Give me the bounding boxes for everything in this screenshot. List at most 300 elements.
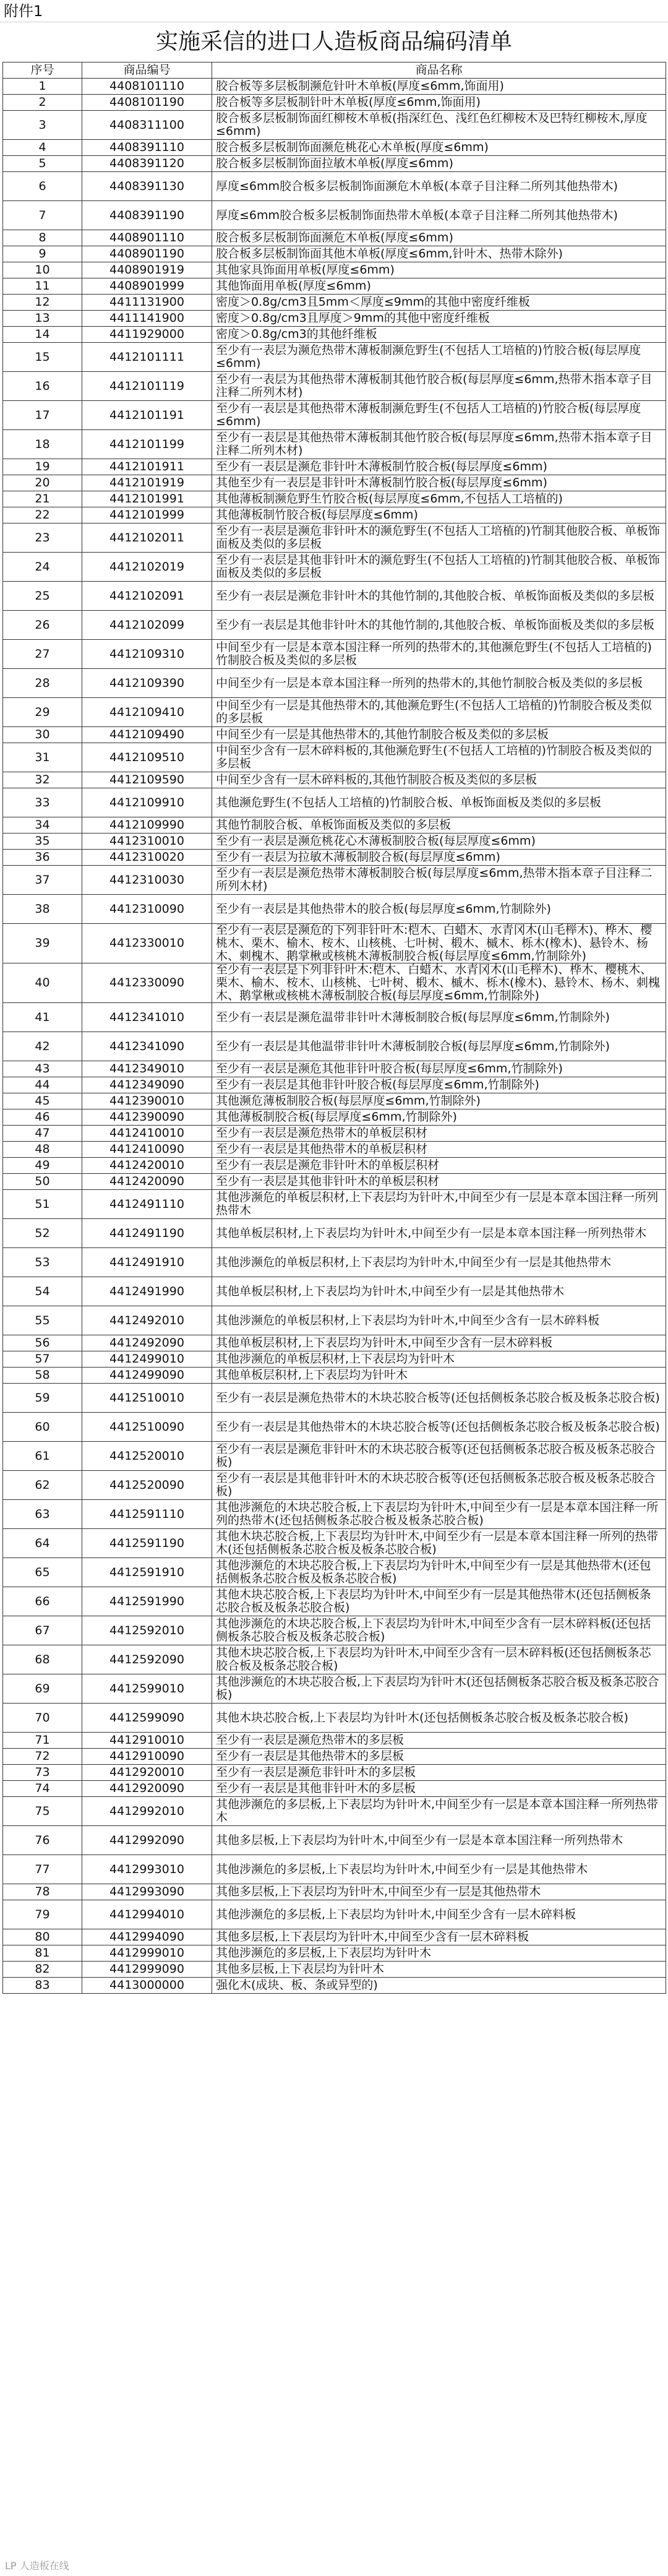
row-number: 83 — [3, 1978, 82, 1994]
product-name: 其他单板层积材,上下表层均为针叶木,中间至少含有一层木碎料板 — [212, 1335, 666, 1351]
table-row — [3, 1765, 666, 1781]
product-name: 至少有一表层是濒危热带木的木块芯胶合板等(还包括侧板条芯胶合板及板条芯胶合板) — [212, 1384, 666, 1413]
table-row — [3, 1442, 666, 1471]
row-number: 43 — [3, 1061, 82, 1077]
product-name: 其他木块芯胶合板,上下表层均为针叶木,中间至少含有一层木碎料板(还包括侧板条芯胶合板及板条芯胶合板) — [212, 1645, 666, 1674]
hs-code: 4412992010 — [82, 1797, 212, 1826]
table-row — [3, 1704, 666, 1733]
hs-code: 4408901999 — [82, 278, 212, 295]
table-row — [3, 1674, 666, 1704]
hs-code: 4412992090 — [82, 1826, 212, 1855]
product-name: 其他涉濒危的木块芯胶合板,上下表层均为针叶木,中间至少有一层是其他热带木(还包括侧板条芯胶合板及板条芯胶合板) — [212, 1558, 666, 1587]
hs-code: 4412492090 — [82, 1335, 212, 1351]
product-name: 中间至少有一层是本章本国注释一所列的热带木的,其他竹制胶合板及类似的多层板 — [212, 669, 666, 698]
table-row — [3, 262, 666, 278]
hs-code: 4412101119 — [82, 372, 212, 401]
hs-code: 4412109510 — [82, 743, 212, 772]
row-number: 81 — [3, 1945, 82, 1962]
table-row — [3, 156, 666, 172]
hs-code: 4412341010 — [82, 1003, 212, 1032]
table-row — [3, 1587, 666, 1616]
table-row — [3, 1306, 666, 1335]
table-row — [3, 79, 666, 95]
table-row — [3, 1413, 666, 1442]
product-name: 至少有一表层是其他非针叶胶合板(每层厚度≤6mm,竹制除外) — [212, 1077, 666, 1093]
product-name: 至少有一表层为濒危热带木薄板制濒危野生(不包括人工培植的)竹胶合板(每层厚度≤6mm) — [212, 343, 666, 372]
product-name: 至少有一表层是其他热带木的多层板 — [212, 1749, 666, 1765]
header-code: 商品编号 — [82, 62, 212, 79]
table-row — [3, 850, 666, 866]
row-number: 75 — [3, 1797, 82, 1826]
product-name: 其他薄板制胶合板(每层厚度≤6mm,竹制除外) — [212, 1109, 666, 1126]
hs-code: 4412420010 — [82, 1158, 212, 1174]
header-name: 商品名称 — [212, 62, 666, 79]
table-row — [3, 327, 666, 343]
product-name: 厚度≤6mm胶合板多层板制饰面热带木单板(本章子目注释二所列其他热带木) — [212, 201, 666, 230]
hs-code: 4412993090 — [82, 1884, 212, 1900]
product-name: 密度＞0.8g/cm3且5mm＜厚度≤9mm的其他中密度纤维板 — [212, 295, 666, 311]
hs-code: 4408391130 — [82, 172, 212, 201]
row-number: 60 — [3, 1413, 82, 1442]
table-row — [3, 611, 666, 640]
hs-code: 4412102091 — [82, 582, 212, 611]
table-row — [3, 278, 666, 295]
table-row — [3, 866, 666, 895]
row-number: 49 — [3, 1158, 82, 1174]
product-name: 胶合板多层板制饰面红柳桉木单板(指深红色、浅红色红柳桉木及巴特红柳桉木,厚度≤6mm) — [212, 111, 666, 140]
hs-code: 4412999010 — [82, 1945, 212, 1962]
row-number: 19 — [3, 459, 82, 475]
row-number: 14 — [3, 327, 82, 343]
hs-code: 4408901110 — [82, 230, 212, 246]
table-row — [3, 743, 666, 772]
product-name: 其他多层板,上下表层均为针叶木,中间至少有一层是本章本国注释一所列热带木 — [212, 1826, 666, 1855]
hs-code: 4412491910 — [82, 1248, 212, 1277]
hs-code: 4412520010 — [82, 1442, 212, 1471]
row-number: 18 — [3, 430, 82, 459]
row-number: 21 — [3, 491, 82, 507]
row-number: 69 — [3, 1674, 82, 1704]
hs-code: 4412109390 — [82, 669, 212, 698]
product-name: 至少有一表层是濒危热带木薄板制胶合板(每层厚度≤6mm,热带木指本章子目注释二所列木材) — [212, 866, 666, 895]
product-name: 其他单板层积材,上下表层均为针叶木 — [212, 1368, 666, 1384]
table-row — [3, 1529, 666, 1558]
row-number: 54 — [3, 1277, 82, 1306]
hs-code: 4412920010 — [82, 1765, 212, 1781]
hs-code: 4412101199 — [82, 430, 212, 459]
product-name: 至少有一表层是濒危非针叶木的单板层积材 — [212, 1158, 666, 1174]
hs-code: 4408391190 — [82, 201, 212, 230]
hs-code: 4412109910 — [82, 788, 212, 817]
product-name: 其他至少有一表层是非针叶木薄板制竹胶合板(每层厚度≤6mm) — [212, 475, 666, 491]
product-name: 至少有一表层是濒危非针叶木的多层板 — [212, 1765, 666, 1781]
hs-code: 4412999090 — [82, 1962, 212, 1978]
row-number: 5 — [3, 156, 82, 172]
table-row — [3, 1126, 666, 1142]
table-row — [3, 1884, 666, 1900]
hs-code: 4411131900 — [82, 295, 212, 311]
row-number: 73 — [3, 1765, 82, 1781]
page-title: 实施采信的进口人造板商品编码清单 — [155, 29, 512, 54]
product-name: 至少有一表层是其他非针叶木的濒危野生(不包括人工培植的)竹制其他胶合板、单板饰面板及类似的多层板 — [212, 553, 666, 582]
row-number: 2 — [3, 95, 82, 111]
hs-code: 4412390010 — [82, 1093, 212, 1109]
hs-code: 4408901190 — [82, 246, 212, 262]
table-row — [3, 1945, 666, 1962]
row-number: 12 — [3, 295, 82, 311]
product-name: 其他木块芯胶合板,上下表层均为针叶木,中间至少有一层是本章本国注释一所列的热带木(还包括侧板条芯胶合板及板条芯胶合板) — [212, 1529, 666, 1558]
product-name: 其他涉濒危的多层板,上下表层均为针叶木,中间至少含有一层木碎料板 — [212, 1900, 666, 1929]
product-name: 至少有一表层是濒危其他非针叶胶合板(每层厚度≤6mm,竹制除外) — [212, 1061, 666, 1077]
table-row — [3, 246, 666, 262]
row-number: 28 — [3, 669, 82, 698]
row-number: 24 — [3, 553, 82, 582]
hs-code: 4408901919 — [82, 262, 212, 278]
product-name: 其他涉濒危的木块芯胶合板,上下表层均为针叶木,中间至少含有一层木碎料板(还包括侧板条芯胶合板及板条芯胶合板) — [212, 1616, 666, 1645]
product-name: 至少有一表层是其他热带木的单板层积材 — [212, 1142, 666, 1158]
row-number: 44 — [3, 1077, 82, 1093]
hs-code: 4412109990 — [82, 817, 212, 834]
table-row — [3, 1384, 666, 1413]
row-number: 15 — [3, 343, 82, 372]
product-name: 密度＞0.8g/cm3的其他纤维板 — [212, 327, 666, 343]
row-number: 10 — [3, 262, 82, 278]
row-number: 37 — [3, 866, 82, 895]
row-number: 31 — [3, 743, 82, 772]
table-row — [3, 140, 666, 156]
row-number: 63 — [3, 1500, 82, 1529]
row-number: 77 — [3, 1855, 82, 1884]
row-number: 39 — [3, 924, 82, 963]
product-name: 其他涉濒危的单板层积材,上下表层均为针叶木,中间至少有一层是其他热带木 — [212, 1248, 666, 1277]
table-row — [3, 1616, 666, 1645]
hs-code: 4412591910 — [82, 1558, 212, 1587]
table-row — [3, 1558, 666, 1587]
hs-code: 4412994090 — [82, 1929, 212, 1945]
product-name: 其他木块芯胶合板,上下表层均为针叶木(还包括侧板条芯胶合板及板条芯胶合板) — [212, 1704, 666, 1733]
row-number: 41 — [3, 1003, 82, 1032]
hs-code: 4412310030 — [82, 866, 212, 895]
hs-code: 4412101991 — [82, 491, 212, 507]
product-name: 至少有一表层是其他温带非针叶木薄板制胶合板(每层厚度≤6mm,竹制除外) — [212, 1032, 666, 1061]
row-number: 40 — [3, 963, 82, 1003]
row-number: 33 — [3, 788, 82, 817]
hs-code: 4412599090 — [82, 1704, 212, 1733]
table-row — [3, 1978, 666, 1994]
product-name: 其他多层板,上下表层均为针叶木,中间至少含有一层木碎料板 — [212, 1929, 666, 1945]
hs-code: 4412499090 — [82, 1368, 212, 1384]
table-row — [3, 669, 666, 698]
table-row — [3, 1077, 666, 1093]
table-row — [3, 1142, 666, 1158]
hs-code: 4412101999 — [82, 507, 212, 523]
hs-code: 4412994010 — [82, 1900, 212, 1929]
hs-code: 4412591190 — [82, 1529, 212, 1558]
table-row — [3, 295, 666, 311]
row-number: 4 — [3, 140, 82, 156]
hs-code: 4412102019 — [82, 553, 212, 582]
row-number: 65 — [3, 1558, 82, 1587]
table-row — [3, 1826, 666, 1855]
table-row — [3, 523, 666, 553]
product-name: 胶合板多层板制饰面拉敏木单板(厚度≤6mm) — [212, 156, 666, 172]
table-row — [3, 1645, 666, 1674]
hs-code: 4412592010 — [82, 1616, 212, 1645]
product-name: 至少有一表层为其他热带木薄板制其他竹胶合板(每层厚度≤6mm,热带木指本章子目注释二所列木材) — [212, 372, 666, 401]
product-name: 其他多层板,上下表层均为针叶木 — [212, 1962, 666, 1978]
product-name: 其他濒危野生(不包括人工培植的)竹制胶合板、单板饰面板及类似的多层板 — [212, 788, 666, 817]
hs-code: 4408391120 — [82, 156, 212, 172]
row-number: 42 — [3, 1032, 82, 1061]
table-header-row — [3, 62, 666, 79]
row-number: 61 — [3, 1442, 82, 1471]
table-row — [3, 459, 666, 475]
table-row — [3, 1061, 666, 1077]
table-row — [3, 582, 666, 611]
table-row — [3, 1781, 666, 1797]
product-name: 胶合板多层板制饰面濒危木单板(厚度≤6mm) — [212, 230, 666, 246]
hs-code: 4412101111 — [82, 343, 212, 372]
table-row — [3, 1174, 666, 1190]
product-name: 其他竹制胶合板、单板饰面板及类似的多层板 — [212, 817, 666, 834]
row-number: 16 — [3, 372, 82, 401]
row-number: 52 — [3, 1219, 82, 1248]
hs-code: 4408391110 — [82, 140, 212, 156]
table-row — [3, 1855, 666, 1884]
hs-code: 4412349010 — [82, 1061, 212, 1077]
product-name: 胶合板多层板制饰面其他木单板(厚度≤6mm,针叶木、热带木除外) — [212, 246, 666, 262]
row-number: 67 — [3, 1616, 82, 1645]
product-name: 其他薄板制濒危野生竹胶合板(每层厚度≤6mm,不包括人工培植的) — [212, 491, 666, 507]
table-row — [3, 834, 666, 850]
product-name: 至少有一表层是濒危非针叶木薄板制竹胶合板(每层厚度≤6mm) — [212, 459, 666, 475]
row-number: 64 — [3, 1529, 82, 1558]
product-name: 强化木(成块、板、条或异型的) — [212, 1978, 666, 1994]
product-name: 胶合板多层板制饰面濒危桃花心木单板(厚度≤6mm) — [212, 140, 666, 156]
hs-code: 4412592090 — [82, 1645, 212, 1674]
hs-code: 4408101110 — [82, 79, 212, 95]
table-row — [3, 1109, 666, 1126]
row-number: 53 — [3, 1248, 82, 1277]
table-row — [3, 772, 666, 788]
hs-code: 4412101191 — [82, 401, 212, 430]
product-name: 其他涉濒危的木块芯胶合板,上下表层均为针叶木(还包括侧板条芯胶合板及板条芯胶合板) — [212, 1674, 666, 1704]
hs-code: 4412993010 — [82, 1855, 212, 1884]
row-number: 51 — [3, 1190, 82, 1219]
product-name: 至少有一表层是下列非针叶木:桤木、白蜡木、水青冈木(山毛榉木)、桦木、樱桃木、栗木、榆木、桉木、山核桃、七叶树、椴木、槭木、栎木(橡木)、悬铃木、杨木、刺槐木、鹅掌楸或核桃木薄板制胶合板(每层厚度≤6mm,竹制除外) — [212, 963, 666, 1003]
product-name: 至少有一表层是濒危的下列非针叶木:桤木、白蜡木、水青冈木(山毛榉木)、桦木、樱桃木、栗木、榆木、桉木、山核桃、七叶树、椴木、槭木、栎木(橡木)、悬铃木、杨木、刺槐木、鹅掌楸或核桃木薄板制胶合板(每层厚度≤6mm,竹制除外) — [212, 924, 666, 963]
hs-code-table — [2, 62, 666, 1994]
product-name: 至少有一表层是其他热带木的胶合板(每层厚度≤6mm,竹制除外) — [212, 895, 666, 924]
table-row — [3, 1929, 666, 1945]
product-name: 厚度≤6mm胶合板多层板制饰面濒危木单板(本章子目注释二所列其他热带木) — [212, 172, 666, 201]
table-row — [3, 1749, 666, 1765]
product-name: 其他单板层积材,上下表层均为针叶木,中间至少有一层是其他热带木 — [212, 1277, 666, 1306]
row-number: 9 — [3, 246, 82, 262]
row-number: 8 — [3, 230, 82, 246]
table-row — [3, 111, 666, 140]
row-number: 32 — [3, 772, 82, 788]
row-number: 76 — [3, 1826, 82, 1855]
row-number: 20 — [3, 475, 82, 491]
row-number: 55 — [3, 1306, 82, 1335]
table-row — [3, 1248, 666, 1277]
table-row — [3, 1797, 666, 1826]
table-row — [3, 1471, 666, 1500]
attachment-label: 附件1 — [0, 0, 668, 22]
product-name: 其他饰面用单板(厚度≤6mm) — [212, 278, 666, 295]
hs-code: 4412101919 — [82, 475, 212, 491]
table-row — [3, 507, 666, 523]
row-number: 46 — [3, 1109, 82, 1126]
table-row — [3, 1003, 666, 1032]
table-row — [3, 172, 666, 201]
row-number: 3 — [3, 111, 82, 140]
row-number: 57 — [3, 1351, 82, 1368]
row-number: 34 — [3, 817, 82, 834]
row-number: 50 — [3, 1174, 82, 1190]
product-name: 中间至少有一层是其他热带木的,其他濒危野生(不包括人工培植的)竹制胶合板及类似的多层板 — [212, 698, 666, 727]
table-row — [3, 1158, 666, 1174]
product-name: 至少有一表层是其他非针叶木的单板层积材 — [212, 1174, 666, 1190]
row-number: 30 — [3, 727, 82, 743]
row-number: 70 — [3, 1704, 82, 1733]
product-name: 胶合板等多层板制濒危针叶木单板(厚度≤6mm,饰面用) — [212, 79, 666, 95]
hs-code: 4408101190 — [82, 95, 212, 111]
hs-code: 4412109410 — [82, 698, 212, 727]
row-number: 47 — [3, 1126, 82, 1142]
row-number: 29 — [3, 698, 82, 727]
product-name: 其他家具饰面用单板(厚度≤6mm) — [212, 262, 666, 278]
product-name: 至少有一表层是其他热带木薄板制其他竹胶合板(每层厚度≤6mm,热带木指本章子目注释二所列木材) — [212, 430, 666, 459]
product-name: 至少有一表层是濒危非针叶木的濒危野生(不包括人工培植的)竹制其他胶合板、单板饰面板及类似的多层板 — [212, 523, 666, 553]
product-name: 其他木块芯胶合板,上下表层均为针叶木,中间至少有一层是其他热带木(还包括侧板条芯胶合板及板条芯胶合板) — [212, 1587, 666, 1616]
table-row — [3, 491, 666, 507]
hs-code: 4412910090 — [82, 1749, 212, 1765]
product-name: 至少有一表层是其他热带木的木块芯胶合板等(还包括侧板条芯胶合板及板条芯胶合板) — [212, 1413, 666, 1442]
hs-code: 4412109310 — [82, 640, 212, 669]
table-row — [3, 1093, 666, 1109]
table-row — [3, 1900, 666, 1929]
row-number: 78 — [3, 1884, 82, 1900]
row-number: 35 — [3, 834, 82, 850]
product-name: 至少有一表层是其他非针叶木的木块芯胶合板等(还包括侧板条芯胶合板及板条芯胶合板) — [212, 1471, 666, 1500]
product-name: 中间至少含有一层木碎料板的,其他濒危野生(不包括人工培植的)竹制胶合板及类似的多层板 — [212, 743, 666, 772]
product-name: 其他涉濒危的木块芯胶合板,上下表层均为针叶木,中间至少有一层是本章本国注释一所列的热带木(还包括侧板条芯胶合板及板条芯胶合板) — [212, 1500, 666, 1529]
watermark-logo: LP 人造板在线 — [5, 2560, 69, 2572]
table-row — [3, 1335, 666, 1351]
table-body — [3, 79, 666, 1994]
table-row — [3, 201, 666, 230]
hs-code: 4412109490 — [82, 727, 212, 743]
table-row — [3, 1368, 666, 1384]
table-row — [3, 401, 666, 430]
hs-code: 4412420090 — [82, 1174, 212, 1190]
product-name: 中间至少有一层是本章本国注释一所列的热带木的,其他濒危野生(不包括人工培植的)竹制胶合板及类似的多层板 — [212, 640, 666, 669]
product-name: 中间至少有一层是其他热带木的,其他竹制胶合板及类似的多层板 — [212, 727, 666, 743]
row-number: 68 — [3, 1645, 82, 1674]
hs-code: 4412510010 — [82, 1384, 212, 1413]
row-number: 62 — [3, 1471, 82, 1500]
table-row — [3, 895, 666, 924]
table-row — [3, 817, 666, 834]
hs-code: 4408311100 — [82, 111, 212, 140]
product-name: 其他单板层积材,上下表层均为针叶木,中间至少有一层是本章本国注释一所列热带木 — [212, 1219, 666, 1248]
hs-code: 4413000000 — [82, 1978, 212, 1994]
row-number: 58 — [3, 1368, 82, 1384]
row-number: 27 — [3, 640, 82, 669]
row-number: 7 — [3, 201, 82, 230]
row-number: 45 — [3, 1093, 82, 1109]
row-number: 26 — [3, 611, 82, 640]
product-name: 其他多层板,上下表层均为针叶木,中间至少有一层是其他热带木 — [212, 1884, 666, 1900]
hs-code: 4412491190 — [82, 1219, 212, 1248]
hs-code: 4411141900 — [82, 311, 212, 327]
table-row — [3, 698, 666, 727]
hs-code: 4412101911 — [82, 459, 212, 475]
hs-code: 4412102011 — [82, 523, 212, 553]
hs-code: 4412599010 — [82, 1674, 212, 1704]
table-row — [3, 553, 666, 582]
product-name: 其他薄板制竹胶合板(每层厚度≤6mm) — [212, 507, 666, 523]
product-name: 中间至少含有一层木碎料板的,其他竹制胶合板及类似的多层板 — [212, 772, 666, 788]
row-number: 80 — [3, 1929, 82, 1945]
hs-code: 4412499010 — [82, 1351, 212, 1368]
table-row — [3, 475, 666, 491]
row-number: 38 — [3, 895, 82, 924]
row-number: 48 — [3, 1142, 82, 1158]
hs-code: 4412410090 — [82, 1142, 212, 1158]
row-number: 6 — [3, 172, 82, 201]
hs-code: 4412102099 — [82, 611, 212, 640]
table-row — [3, 788, 666, 817]
row-number: 25 — [3, 582, 82, 611]
hs-code: 4412520090 — [82, 1471, 212, 1500]
product-name: 至少有一表层是其他非针叶木的多层板 — [212, 1781, 666, 1797]
table-row — [3, 727, 666, 743]
table-row — [3, 1351, 666, 1368]
row-number: 13 — [3, 311, 82, 327]
row-number: 22 — [3, 507, 82, 523]
hs-code: 4412109590 — [82, 772, 212, 788]
table-row — [3, 95, 666, 111]
hs-code: 4412390090 — [82, 1109, 212, 1126]
row-number: 11 — [3, 278, 82, 295]
product-name: 其他涉濒危的单板层积材,上下表层均为针叶木,中间至少含有一层木碎料板 — [212, 1306, 666, 1335]
table-row — [3, 924, 666, 963]
row-number: 79 — [3, 1900, 82, 1929]
hs-code: 4412330010 — [82, 924, 212, 963]
hs-code: 4412492010 — [82, 1306, 212, 1335]
row-number: 66 — [3, 1587, 82, 1616]
hs-code: 4412310010 — [82, 834, 212, 850]
row-number: 82 — [3, 1962, 82, 1978]
product-name: 其他涉濒危的单板层积材,上下表层均为针叶木,中间至少有一层是本章本国注释一所列热带木 — [212, 1190, 666, 1219]
product-name: 其他涉濒危的单板层积材,上下表层均为针叶木 — [212, 1351, 666, 1368]
product-name: 密度＞0.8g/cm3且厚度＞9mm的其他中密度纤维板 — [212, 311, 666, 327]
product-name: 至少有一表层是濒危热带木的多层板 — [212, 1733, 666, 1749]
table-row — [3, 311, 666, 327]
hs-code: 4411929000 — [82, 327, 212, 343]
product-name: 其他涉濒危的多层板,上下表层均为针叶木,中间至少有一层是本章本国注释一所列热带木 — [212, 1797, 666, 1826]
hs-code: 4412591990 — [82, 1587, 212, 1616]
row-number: 59 — [3, 1384, 82, 1413]
hs-code: 4412330090 — [82, 963, 212, 1003]
table-row — [3, 430, 666, 459]
hs-code: 4412341090 — [82, 1032, 212, 1061]
product-name: 至少有一表层是濒危桃花心木薄板制胶合板(每层厚度≤6mm) — [212, 834, 666, 850]
row-number: 71 — [3, 1733, 82, 1749]
